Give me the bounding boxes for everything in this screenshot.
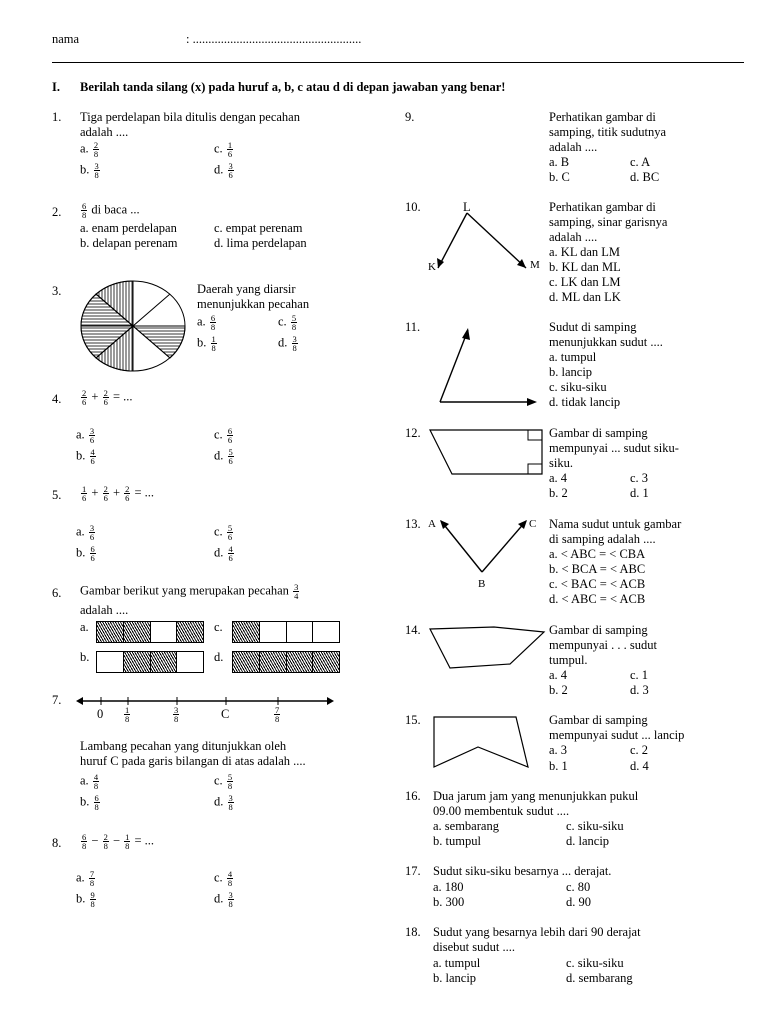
tick-label-3-8: [172, 706, 180, 723]
fraction: $\frac{2}{6}$: [125, 484, 130, 503]
section-instruction: Berilah tanda silang (x) pada huruf a, b, c atau d di depan jawaban yang benar!: [80, 80, 506, 94]
q8-option-c[interactable]: c. $\frac{4}{8}$: [214, 869, 233, 888]
section-number: I.: [52, 80, 60, 94]
q15-line1: Gambar di samping: [549, 713, 648, 727]
q14-number: 14.: [405, 623, 421, 637]
q9-line1: Perhatikan gambar di: [549, 110, 656, 124]
fraction: $\frac{6}{8}$: [210, 313, 216, 332]
q12-trapezoid-figure: [428, 428, 546, 478]
q16-option-d[interactable]: d. lancip: [566, 834, 610, 848]
tick-label-c: C: [221, 707, 230, 721]
name-label: nama: [52, 32, 80, 46]
q11-option-c[interactable]: c. siku-siku: [549, 380, 607, 394]
q6-bar-a[interactable]: [96, 621, 204, 643]
q16-number: 16.: [405, 789, 421, 803]
q11-angle-figure: [438, 326, 538, 406]
q16-line2: 09.00 membentuk sudut ....: [433, 804, 570, 818]
label-c: C: [529, 518, 537, 530]
q15-option-b[interactable]: b. 1: [549, 759, 568, 773]
q7-option-a[interactable]: a. $\frac{4}{8}$: [80, 772, 99, 791]
bar-cell-shaded: [260, 652, 287, 672]
fraction: $\frac{6}{8}$: [94, 793, 99, 812]
option-letter: b.: [197, 335, 207, 350]
q6-option-b-label[interactable]: b.: [80, 650, 90, 664]
q18-option-b[interactable]: b. lancip: [433, 971, 477, 985]
q12-option-a[interactable]: a. 4: [549, 471, 568, 485]
q7-text: [80, 739, 306, 769]
q8-option-d[interactable]: d. $\frac{3}{8}$: [214, 890, 233, 909]
q11-text: [549, 320, 663, 410]
arrow-head-up-icon: [462, 328, 470, 340]
q7-number-line: [76, 694, 334, 708]
q4-option-c[interactable]: c. $\frac{6}{6}$: [214, 426, 233, 445]
pie-slice-shaded: [133, 326, 185, 358]
q6-bar-c[interactable]: [232, 621, 340, 643]
q14-line1: Gambar di samping: [549, 623, 648, 637]
q5-option-a[interactable]: a. $\frac{3}{6}$: [76, 523, 95, 542]
bar-cell: [151, 622, 178, 642]
bar-cell-shaded: [97, 622, 124, 642]
q16-option-b[interactable]: b. tumpul: [433, 834, 481, 848]
q2-option-c[interactable]: c. empat perenam: [214, 221, 303, 235]
tick-label-0: 0: [97, 707, 104, 721]
q5-expression: $\frac{1}{6}$ + $\frac{2}{6}$ + $\frac{2}{6}$ = ...: [82, 484, 155, 503]
q1-option-a[interactable]: [80, 141, 100, 158]
fraction: $\frac{1}{6}$: [82, 484, 87, 503]
fraction: $\frac{4}{6}$: [228, 544, 233, 563]
q5-option-d[interactable]: d. $\frac{4}{6}$: [214, 544, 233, 563]
q10-option-c[interactable]: c. LK dan LM: [549, 275, 621, 289]
q9-option-c[interactable]: c. A: [630, 155, 651, 169]
q10-option-a[interactable]: a. KL dan LM: [549, 245, 621, 259]
option-letter: d.: [278, 335, 288, 350]
header-divider: [52, 62, 744, 63]
fraction: $\frac{3}{4}$: [294, 582, 299, 601]
q3-line1: Daerah yang diarsir: [197, 282, 296, 296]
q15-number: 15.: [405, 713, 421, 727]
q6-text: [80, 583, 300, 600]
pentagon-shape: [430, 627, 544, 668]
fraction: $\frac{4}{8}$: [227, 869, 233, 888]
q7-line1: Lambang pecahan yang ditunjukkan oleh: [80, 739, 287, 753]
q1-line2: adalah ....: [80, 125, 129, 139]
q4-option-d[interactable]: d. $\frac{5}{6}$: [214, 447, 233, 466]
option-letter: c.: [278, 314, 287, 329]
q13-line1: Nama sudut untuk gambar: [549, 517, 682, 531]
q3-option-c[interactable]: [278, 314, 298, 331]
label-b: B: [478, 578, 486, 590]
q8-number: 8.: [52, 836, 62, 850]
option-letter: a.: [80, 141, 89, 156]
bar-cell: [260, 622, 287, 642]
fraction: $\frac{1}{8}$: [125, 832, 130, 851]
q2-text: [80, 202, 140, 219]
q17-option-a[interactable]: a. 180: [433, 880, 464, 894]
q10-number: 10.: [405, 200, 421, 214]
q11-option-b[interactable]: b. lancip: [549, 365, 593, 379]
q14-line3: tumpul.: [549, 653, 588, 667]
q13-option-b[interactable]: b. < BCA = < ABC: [549, 562, 646, 576]
fraction: $\frac{3}{8}$: [292, 334, 297, 353]
q3-pie-figure: [80, 279, 186, 373]
arrow-left-icon: [76, 697, 83, 705]
tick-label-1-8: [123, 706, 131, 723]
q7-option-b[interactable]: b. $\frac{6}{8}$: [80, 793, 99, 812]
q7-line2: huruf C pada garis bilangan di atas adalah ....: [80, 754, 306, 768]
q8-option-b[interactable]: b. $\frac{9}{8}$: [76, 890, 95, 909]
fraction: $\frac{1}{8}$: [211, 334, 216, 353]
q1-option-d[interactable]: [214, 162, 235, 179]
fraction: $\frac{2}{6}$: [82, 388, 87, 407]
fraction: $\frac{3}{6}$: [89, 523, 95, 542]
bar-cell-shaded: [287, 652, 314, 672]
fraction: $\frac{6}{6}$: [90, 544, 95, 563]
bar-cell: [313, 622, 339, 642]
q12-text: [549, 426, 679, 471]
q4-expression: $\frac{2}{6}$ + $\frac{2}{6}$ = ...: [82, 388, 133, 407]
q10-line1: Perhatikan gambar di: [549, 200, 656, 214]
q6-bar-d[interactable]: [232, 651, 340, 673]
q13-text: [549, 517, 681, 607]
q10-line2: samping, sinar garisnya: [549, 215, 668, 229]
q16-option-c[interactable]: c. siku-siku: [566, 819, 624, 833]
q15-option-a[interactable]: a. 3: [549, 743, 568, 757]
trapezoid-shape: [430, 430, 542, 474]
q12-option-c[interactable]: c. 3: [630, 471, 649, 485]
q12-number: 12.: [405, 426, 421, 440]
fraction: $\frac{3}{8}$: [228, 890, 233, 909]
q8-expression: $\frac{6}{8}$ − $\frac{2}{8}$ − $\frac{1}{8}$ = ...: [82, 832, 155, 851]
q1-line1: Tiga perdelapan bila ditulis dengan pecahan: [80, 110, 300, 124]
name-field[interactable]: : ......................................................: [186, 32, 362, 46]
q11-option-a[interactable]: a. tumpul: [549, 350, 597, 364]
q11-option-d[interactable]: d. tidak lancip: [549, 395, 621, 409]
q14-text: [549, 623, 657, 668]
fraction: $\frac{3}{8}$: [94, 161, 99, 180]
fraction: $\frac{5}{8}$: [227, 772, 233, 791]
angle-ray-diagonal: [440, 330, 468, 402]
q18-option-c[interactable]: c. siku-siku: [566, 956, 624, 970]
q5-option-c[interactable]: c. $\frac{5}{6}$: [214, 523, 233, 542]
q5-number: 5.: [52, 488, 62, 502]
q4-option-b[interactable]: b. $\frac{4}{6}$: [76, 447, 95, 466]
concave-shape: [434, 717, 528, 767]
q18-line1: Sudut yang besarnya lebih dari 90 derajat: [433, 925, 641, 939]
q15-option-c[interactable]: c. 2: [630, 743, 649, 757]
ray-ba: [441, 521, 482, 572]
bar-cell-shaded: [124, 622, 151, 642]
q17-number: 17.: [405, 864, 421, 878]
bar-cell-shaded: [177, 622, 203, 642]
q3-line2: menunjukkan pecahan: [197, 297, 310, 311]
q9-line3: adalah ....: [549, 140, 598, 154]
fraction: $\frac{3}{8}$: [174, 705, 179, 724]
q12-option-b[interactable]: b. 2: [549, 486, 568, 500]
q2-option-b[interactable]: b. delapan perenam: [80, 236, 178, 250]
q4-option-a[interactable]: a. $\frac{3}{6}$: [76, 426, 95, 445]
q12-line1: Gambar di samping: [549, 426, 648, 440]
fraction: $\frac{2}{6}$: [103, 484, 108, 503]
q14-option-b[interactable]: b. 2: [549, 683, 568, 697]
q18-option-d[interactable]: d. sembarang: [566, 971, 633, 985]
q16-option-a[interactable]: a. sembarang: [433, 819, 499, 833]
q2-line: di baca ...: [91, 202, 140, 217]
q2-number: 2.: [52, 205, 62, 219]
q10-option-d[interactable]: d. ML dan LK: [549, 290, 621, 304]
q5-option-b[interactable]: b. $\frac{6}{6}$: [76, 544, 95, 563]
q16-line1: Dua jarum jam yang menunjukkan pukul: [433, 789, 639, 803]
q17-option-c[interactable]: c. 80: [566, 880, 591, 894]
q6-option-a-label[interactable]: a.: [80, 620, 89, 634]
option-letter: b.: [80, 162, 90, 177]
label-k: K: [428, 261, 436, 273]
q1-option-b[interactable]: [80, 162, 101, 179]
q10-text: [549, 200, 667, 305]
q18-text: [433, 925, 641, 955]
q14-option-c[interactable]: c. 1: [630, 668, 649, 682]
bar-cell-shaded: [313, 652, 339, 672]
q14-option-a[interactable]: a. 4: [549, 668, 568, 682]
q2-option-d[interactable]: d. lima perdelapan: [214, 236, 307, 250]
q9-number: 9.: [405, 110, 415, 124]
q10-rays-figure: [430, 210, 540, 275]
fraction: $\frac{2}{8}$: [93, 140, 99, 159]
q7-option-c[interactable]: c. $\frac{5}{8}$: [214, 772, 233, 791]
q14-line2: mempunyai . . . sudut: [549, 638, 657, 652]
q18-line2: disebut sudut ....: [433, 940, 515, 954]
q3-number: 3.: [52, 284, 62, 298]
q13-line2: di samping adalah ....: [549, 532, 656, 546]
q3-option-d[interactable]: [278, 335, 299, 352]
q3-text: [197, 282, 309, 312]
q9-option-b[interactable]: b. C: [549, 170, 570, 184]
q18-option-a[interactable]: a. tumpul: [433, 956, 481, 970]
q6-option-c-label[interactable]: c.: [214, 620, 223, 634]
q12-line3: siku.: [549, 456, 573, 470]
label-m: M: [530, 259, 540, 271]
arrow-head-right-icon: [527, 398, 537, 406]
right-angle-mark: [528, 464, 542, 474]
tick-label-7-8: [273, 706, 281, 723]
q7-number: 7.: [52, 693, 62, 707]
q17-option-b[interactable]: b. 300: [433, 895, 465, 909]
q4-number: 4.: [52, 392, 62, 406]
q15-text: [549, 713, 684, 743]
q10-option-b[interactable]: b. KL dan ML: [549, 260, 621, 274]
fraction: $\frac{4}{8}$: [93, 772, 99, 791]
q11-number: 11.: [405, 320, 421, 334]
q15-line2: mempunyai sudut ... lancip: [549, 728, 685, 742]
q9-option-d[interactable]: d. BC: [630, 170, 660, 184]
arrow-right-icon: [327, 697, 334, 705]
q13-option-a[interactable]: a. < ABC = < CBA: [549, 547, 646, 561]
fraction: $\frac{6}{6}$: [227, 426, 233, 445]
q1-number: 1.: [52, 110, 62, 124]
q3-option-a[interactable]: [197, 314, 217, 331]
bar-cell: [97, 652, 124, 672]
q9-text: [549, 110, 666, 155]
fraction: $\frac{7}{8}$: [275, 705, 280, 724]
q6-bar-b[interactable]: [96, 651, 204, 673]
bar-cell-shaded: [124, 652, 151, 672]
q13-number: 13.: [405, 517, 421, 531]
q11-line2: menunjukkan sudut ....: [549, 335, 663, 349]
fraction: $\frac{3}{6}$: [228, 161, 233, 180]
bar-cell-shaded: [233, 652, 260, 672]
q15-shape-figure: [430, 715, 530, 771]
bar-cell-shaded: [151, 652, 178, 672]
fraction: $\frac{9}{8}$: [90, 890, 95, 909]
fraction: $\frac{2}{8}$: [103, 832, 108, 851]
q9-option-a[interactable]: a. B: [549, 155, 570, 169]
q13-option-c[interactable]: c. < BAC = < ACB: [549, 577, 646, 591]
fraction: $\frac{2}{6}$: [103, 388, 108, 407]
ray-lk: [438, 213, 467, 268]
fraction: $\frac{3}{8}$: [228, 793, 233, 812]
q17-option-d[interactable]: d. 90: [566, 895, 591, 909]
arrow-head-a-icon: [440, 520, 449, 529]
fraction: $\frac{1}{6}$: [227, 140, 233, 159]
fraction: $\frac{5}{6}$: [228, 447, 233, 466]
q12-line2: mempunyai ... sudut siku-: [549, 441, 679, 455]
bar-cell-shaded: [233, 622, 260, 642]
ray-bc: [482, 521, 526, 572]
q6-option-d-label[interactable]: d.: [214, 650, 224, 664]
q1-option-c[interactable]: [214, 141, 234, 158]
option-letter: c.: [214, 141, 223, 156]
q7-option-d[interactable]: d. $\frac{3}{8}$: [214, 793, 233, 812]
q9-line2: samping, titik sudutnya: [549, 125, 667, 139]
fraction: $\frac{3}{6}$: [89, 426, 95, 445]
q14-pentagon-figure: [428, 622, 548, 670]
q10-line3: adalah ....: [549, 230, 598, 244]
fraction: $\frac{1}{8}$: [125, 705, 130, 724]
q18-number: 18.: [405, 925, 421, 939]
q1-text: [80, 110, 300, 140]
q6-line1: Gambar berikut yang merupakan pecahan: [80, 583, 289, 598]
q6-number: 6.: [52, 586, 62, 600]
ray-lm: [467, 213, 526, 268]
right-angle-mark: [528, 430, 542, 440]
q16-text: [433, 789, 638, 819]
bar-cell: [287, 622, 314, 642]
fraction: $\frac{6}{8}$: [82, 201, 87, 220]
q8-option-a[interactable]: a. $\frac{7}{8}$: [76, 869, 95, 888]
q13-angle-figure: [438, 518, 530, 576]
q3-option-b[interactable]: [197, 335, 218, 352]
fraction: $\frac{5}{8}$: [291, 313, 297, 332]
q11-line1: Sudut di samping: [549, 320, 637, 334]
q15-option-d[interactable]: d. 4: [630, 759, 649, 773]
bar-cell: [177, 652, 203, 672]
label-a: A: [428, 518, 436, 530]
fraction: $\frac{5}{6}$: [227, 523, 233, 542]
q17-line1: Sudut siku-siku besarnya ... derajat.: [433, 864, 612, 878]
fraction: $\frac{4}{6}$: [90, 447, 95, 466]
q2-option-a[interactable]: a. enam perdelapan: [80, 221, 177, 235]
q12-option-d[interactable]: d. 1: [630, 486, 649, 500]
q6-line2: adalah ....: [80, 603, 129, 617]
q14-option-d[interactable]: d. 3: [630, 683, 649, 697]
fraction: $\frac{6}{8}$: [82, 832, 87, 851]
fraction: $\frac{7}{8}$: [89, 869, 95, 888]
label-l: L: [463, 200, 471, 214]
option-letter: d.: [214, 162, 224, 177]
option-letter: a.: [197, 314, 206, 329]
q13-option-d[interactable]: d. < ABC = < ACB: [549, 592, 646, 606]
